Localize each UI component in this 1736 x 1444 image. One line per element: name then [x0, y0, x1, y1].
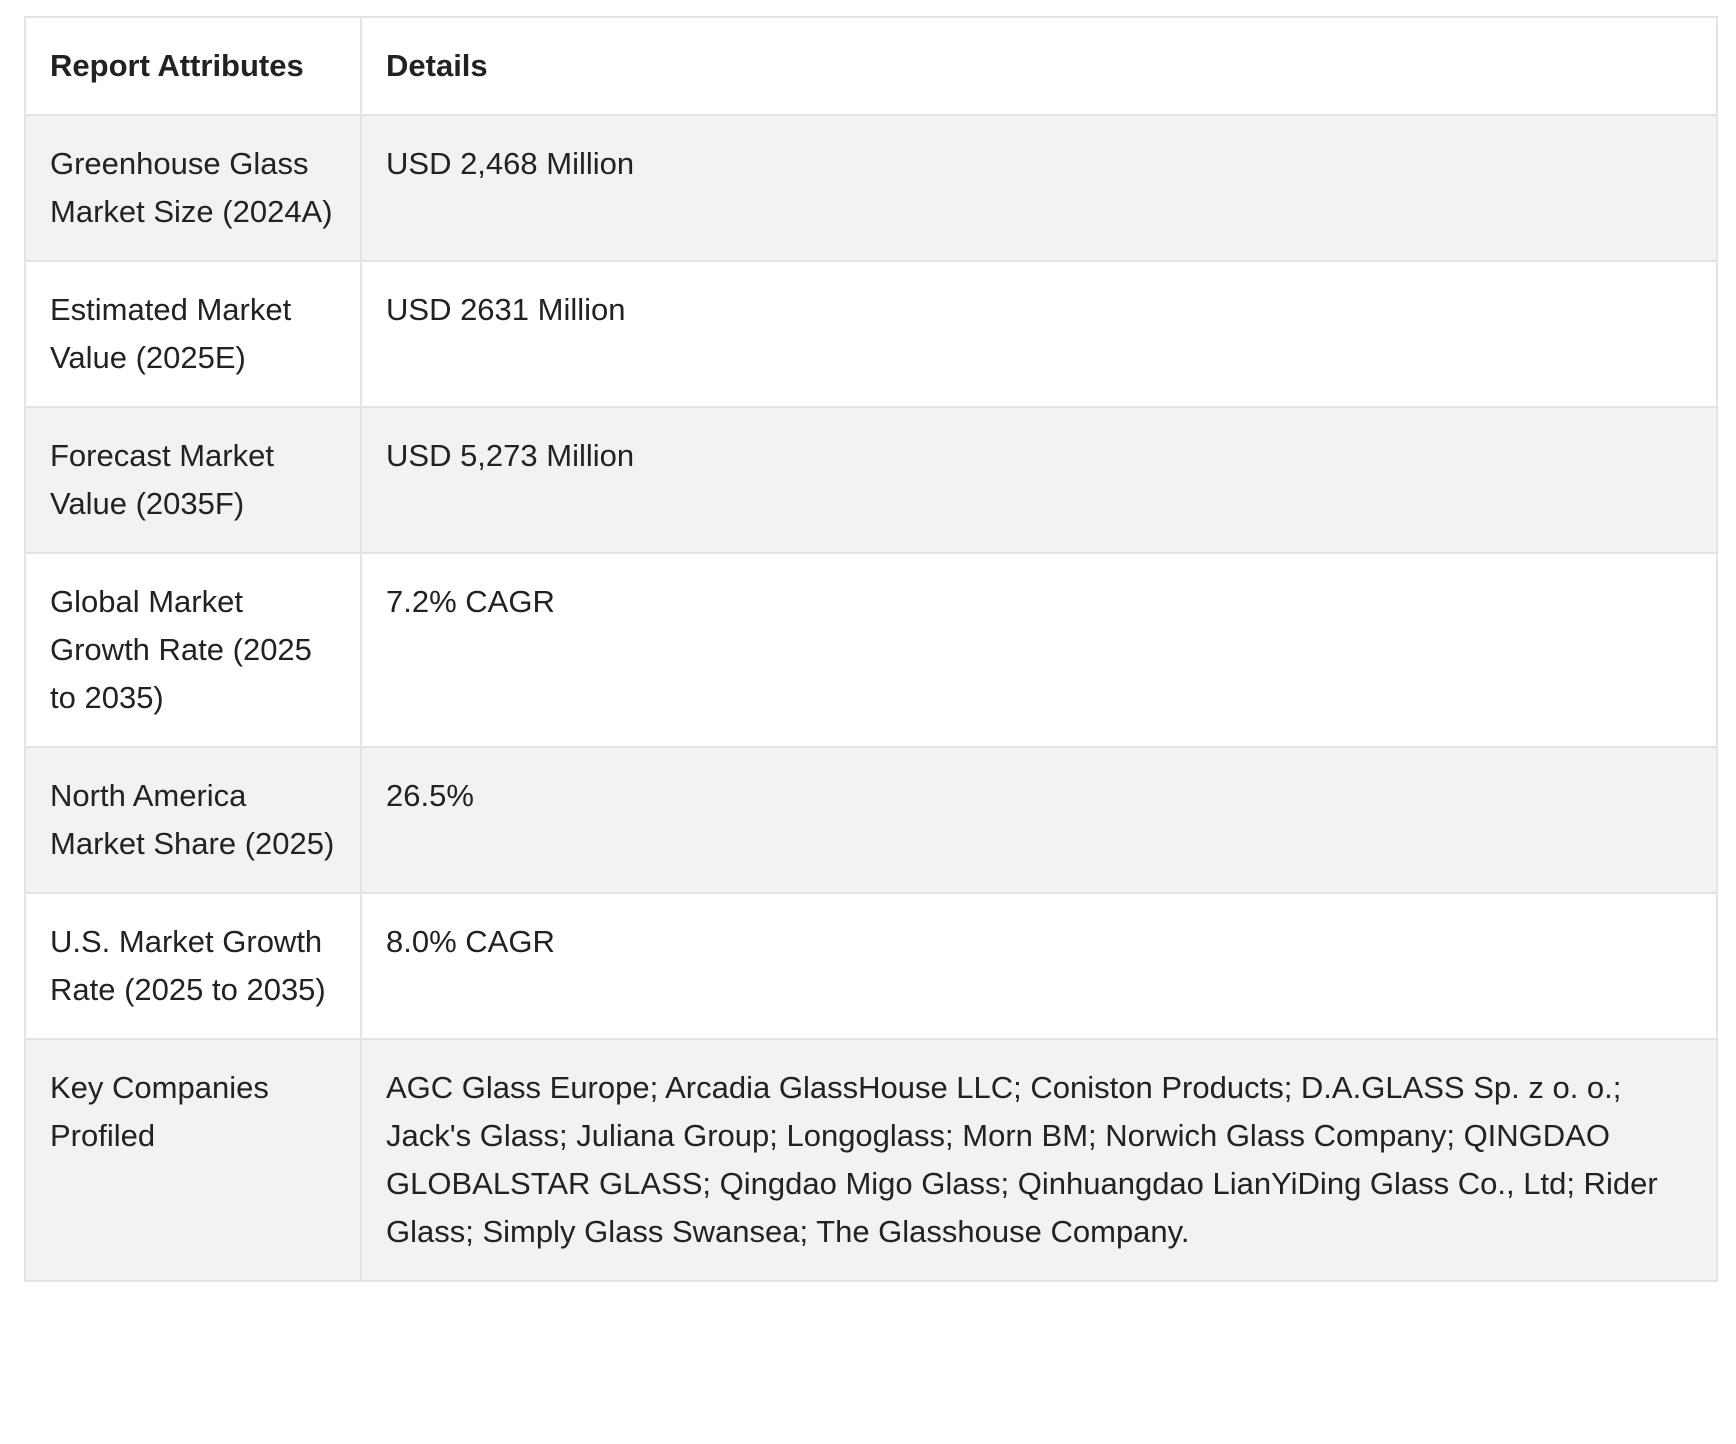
attribute-cell: North America Market Share (2025)	[25, 747, 361, 893]
report-attributes-table-container	[24, 16, 1718, 1282]
attribute-cell: Estimated Market Value (2025E)	[25, 261, 361, 407]
table-row	[25, 1039, 1717, 1281]
detail-cell: USD 2,468 Million	[361, 115, 1717, 261]
detail-cell: AGC Glass Europe; Arcadia GlassHouse LLC; Coniston Products; D.A.GLASS Sp. z o. o.; Jack's Glass; Juliana Group; Longoglass; Morn BM; Norwich Glass Company; QINGDAO GLOBALSTAR GLASS; Qingdao Migo Glass; Qinhuangdao LianYiDing Glass Co., Ltd; Rider Glass; Simply Glass Swansea; The Glasshouse Company.	[361, 1039, 1717, 1281]
table-row	[25, 553, 1717, 747]
detail-cell: USD 2631 Million	[361, 261, 1717, 407]
header-report-attributes: Report Attributes	[25, 17, 361, 115]
header-details: Details	[361, 17, 1717, 115]
table-row	[25, 115, 1717, 261]
table-row	[25, 407, 1717, 553]
attribute-cell: Global Market Growth Rate (2025 to 2035)	[25, 553, 361, 747]
detail-cell: USD 5,273 Million	[361, 407, 1717, 553]
attribute-cell: Greenhouse Glass Market Size (2024A)	[25, 115, 361, 261]
detail-cell: 26.5%	[361, 747, 1717, 893]
table-row	[25, 893, 1717, 1039]
table-header-row	[25, 17, 1717, 115]
report-attributes-table	[24, 16, 1718, 1282]
attribute-cell: U.S. Market Growth Rate (2025 to 2035)	[25, 893, 361, 1039]
detail-cell: 7.2% CAGR	[361, 553, 1717, 747]
attribute-cell: Key Companies Profiled	[25, 1039, 361, 1281]
table-row	[25, 261, 1717, 407]
table-row	[25, 747, 1717, 893]
detail-cell: 8.0% CAGR	[361, 893, 1717, 1039]
attribute-cell: Forecast Market Value (2035F)	[25, 407, 361, 553]
